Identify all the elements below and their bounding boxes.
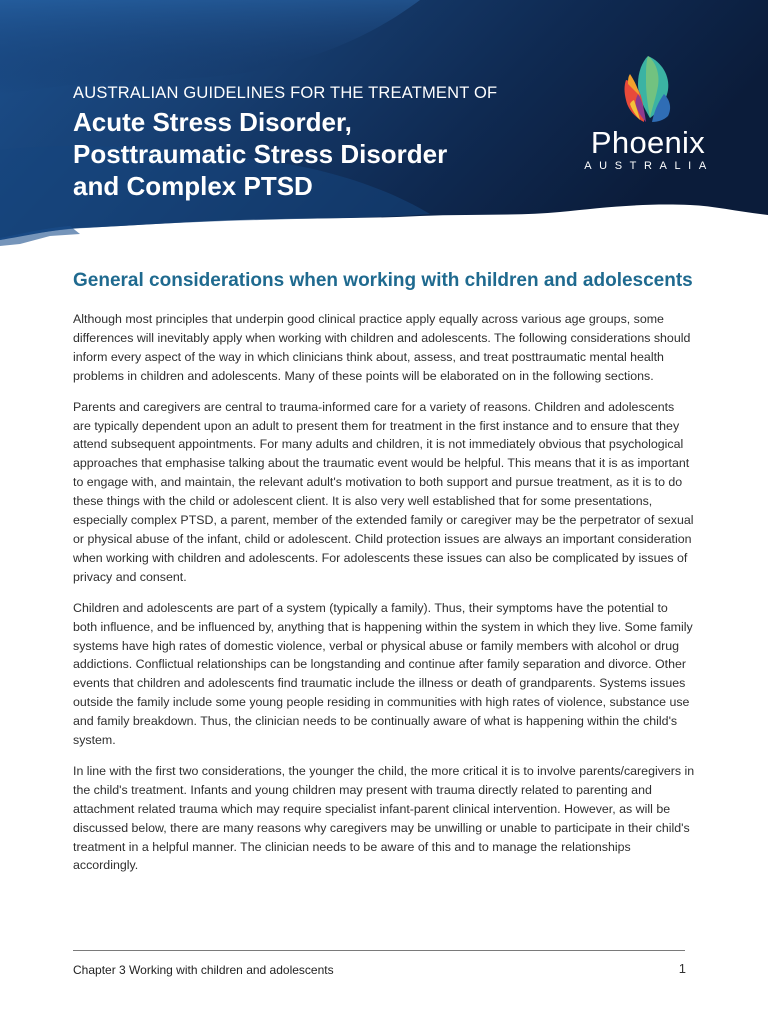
page-number: 1 <box>678 961 686 976</box>
body-paragraph: Children and adolescents are part of a system (typically a family). Thus, their symptoms have the potential to both influence, and be influenced by, anything that is happening within the system in which they live. Some family systems have high rates of domestic violence, verbal or physical abuse or family members with alcohol or drug addictions. Conflictual relationships can be longstanding and continue after family separation and divorce. Other events that children and adolescents find traumatic include the illness or death of grandparents. Systems issues outside the family include some young people residing in communities with high rates of violence, substance use and family breakdown. Thus, the clinician needs to be continually aware of what is happening within the child's system. <box>73 600 693 748</box>
body-paragraph: Parents and caregivers are central to trauma-informed care for a variety of reasons. Children and adolescents are typically dependent upon an adult to present them for treatment in the first instance and to ensure that they attend subsequent appointments. For many adults and children, it is not immediately obvious that psychological approaches that emphasise talking about the traumatic event would be helpful. This means that it is as important to engage with, and maintain, the relevant adult's motivation to both support and pursue treatment, as it is to do these things with the child or adolescent client. It is also very well established that for some presentations, especially complex PTSD, a parent, member of the extended family or caregiver may be the perpetrator of sexual or physical abuse of the infant, child or adolescent. Child protection issues are always an important consideration when working with children and adolescents. For adolescents these issues can also be complicated by issues of privacy and consent. <box>73 399 694 584</box>
header-kicker: AUSTRALIAN GUIDELINES FOR THE TREATMENT OF <box>73 84 498 102</box>
title-line: Acute Stress Disorder, <box>73 107 352 137</box>
logo-wordmark: Phoenix <box>590 125 706 160</box>
logo-subtitle: AUSTRALIA <box>584 160 714 172</box>
document-title <box>73 106 497 202</box>
header-banner <box>0 0 768 255</box>
title-line: and Complex PTSD <box>73 171 313 201</box>
footer-chapter-label: Chapter 3 Working with children and adolescents <box>73 963 334 977</box>
body-paragraph: In line with the first two considerations, the younger the child, the more critical it is to involve parents/caregivers in the child's treatment. Infants and young children may present with trauma directly related to parenting and attachment related trauma which may require specialist infant-parent clinical intervention. However, as will be discussed below, there are many reasons why caregivers may be unwilling or unable to participate in their child's treatment in a helpful manner. The clinician needs to be aware of this and to manage the relationships accordingly. <box>73 763 695 873</box>
phoenix-feather-icon <box>578 50 718 126</box>
title-line: Posttraumatic Stress Disorder <box>73 139 448 169</box>
document-header <box>73 84 497 202</box>
body-paragraph: Although most principles that underpin good clinical practice apply equally across various age groups, some differences will inevitably apply when working with children and adolescents. The following considerations should inform every aspect of the way in which clinicians think about, assess, and treat posttraumatic mental health problems in children and adolescents. Many of these points will be elaborated on in the following sections. <box>73 312 691 383</box>
section-heading: General considerations when working with children and adolescents <box>73 270 693 291</box>
main-content <box>73 268 695 887</box>
footer-divider <box>73 950 685 951</box>
phoenix-australia-logo <box>578 50 718 180</box>
